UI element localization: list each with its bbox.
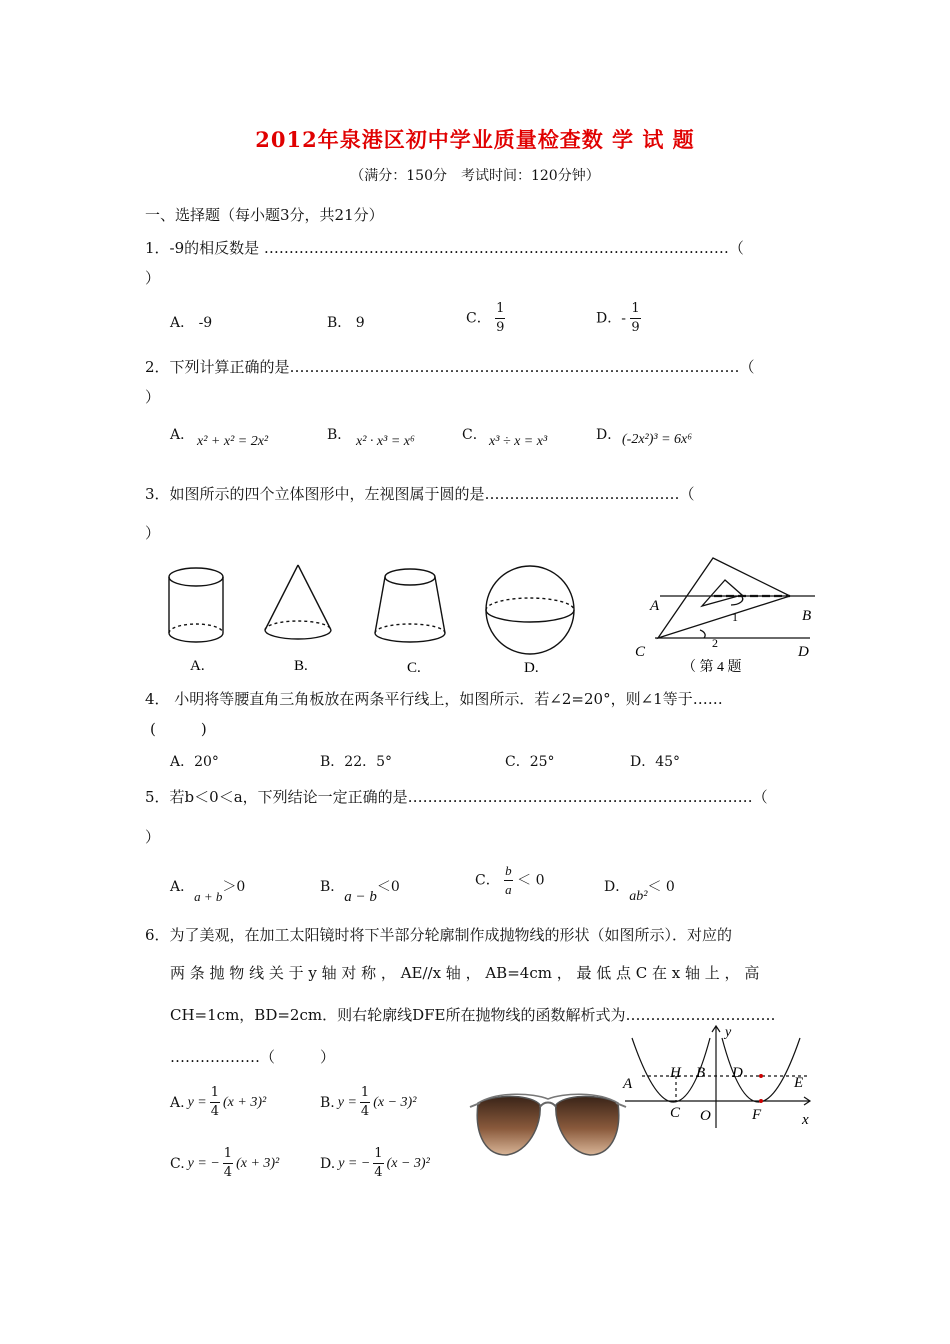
question-4-stem: 4． 小明将等腰直角三角板放在两条平行线上，如图所示．若∠2=20°，则∠1等于…… bbox=[145, 690, 723, 708]
label-x: x bbox=[802, 1112, 809, 1128]
label-b: B bbox=[696, 1065, 706, 1081]
label-c: C bbox=[670, 1105, 681, 1121]
point-d: D bbox=[798, 644, 809, 660]
label-h: H bbox=[670, 1065, 681, 1081]
q6-parabola-figure bbox=[620, 1020, 820, 1130]
q2-option-c-label: C． bbox=[462, 427, 487, 443]
q1-d-fraction: $\frac{1}{9}$ bbox=[631, 301, 640, 335]
q3-label-a: A. bbox=[190, 658, 205, 674]
question-6-line-1: 6．为了美观，在加工太阳镜时将下半部分轮廓制作成抛物线的形状（如图所示）．对应的 bbox=[145, 926, 733, 944]
q1-c-fraction: $\frac{1}{9}$ bbox=[496, 301, 505, 335]
label-e: E bbox=[794, 1075, 804, 1091]
q3-label-b: B. bbox=[294, 658, 308, 674]
q6-option-d: D. y = − $\frac{1}{4}$ (x − 3)² bbox=[320, 1146, 430, 1180]
q4-option-a: A．20° bbox=[170, 754, 219, 770]
triangle-ruler bbox=[658, 558, 790, 638]
q2-option-b-expr: x² · x³ = x⁶ bbox=[356, 434, 415, 449]
q5-option-c: C． $\frac{b}{a}$ ＜ 0 bbox=[475, 863, 545, 897]
sphere-shape bbox=[486, 566, 574, 654]
q2-option-d-label: D． bbox=[596, 427, 622, 443]
q4-option-c: C．25° bbox=[505, 754, 555, 770]
angle-1: 1 bbox=[732, 610, 738, 624]
cone-shape bbox=[265, 565, 331, 639]
q1-option-c: C． $\frac{1}{9}$ bbox=[466, 301, 505, 335]
q4-option-b: B．22．5° bbox=[320, 754, 393, 770]
q2-option-a-expr: x² + x² = 2x² bbox=[197, 434, 269, 449]
point-c: C bbox=[635, 644, 646, 660]
q3-label-c: C. bbox=[407, 660, 421, 676]
question-2-close: ） bbox=[145, 388, 161, 406]
q6-option-c: C. y = − $\frac{1}{4}$ (x + 3)² bbox=[170, 1146, 280, 1180]
q5-option-b: B．a − b＜0 bbox=[320, 879, 400, 905]
page-title: 2012年泉港区初中学业质量检查数 学 试 题 bbox=[255, 127, 695, 152]
q6-option-b: B. y = $\frac{1}{4}$ (x − 3)² bbox=[320, 1085, 417, 1119]
label-y: y bbox=[725, 1025, 732, 1040]
q6-option-a: A. y = $\frac{1}{4}$ (x + 3)² bbox=[170, 1085, 267, 1119]
label-f: F bbox=[752, 1107, 762, 1123]
label-o: O bbox=[700, 1108, 711, 1124]
label-a: A bbox=[623, 1076, 633, 1092]
q4-figure bbox=[630, 550, 825, 680]
question-6-line-3: CH=1cm，BD=2cm．则右轮廓线DFE所在抛物线的函数解析式为………………………… bbox=[170, 1006, 776, 1024]
question-5-close: ） bbox=[145, 828, 161, 846]
question-6-line-4: ………………（ ） bbox=[170, 1048, 336, 1066]
q5-option-a: A．a + b＞0 bbox=[170, 879, 246, 904]
label-d: D bbox=[732, 1065, 743, 1081]
q4-option-d: D．45° bbox=[630, 754, 681, 770]
q2-option-a-label: A． bbox=[170, 427, 195, 443]
q5-c-fraction: $\frac{b}{a}$ bbox=[505, 863, 512, 897]
cylinder-shape bbox=[169, 568, 223, 642]
q3-label-d: D. bbox=[524, 660, 539, 676]
q3-solids-figure bbox=[150, 555, 590, 680]
sunglasses-image bbox=[468, 1085, 628, 1165]
q5-option-d: D．ab²＜ 0 bbox=[604, 879, 675, 904]
point-a: A bbox=[650, 598, 660, 614]
question-5-stem: 5．若b＜0＜a，下列结论一定正确的是……………………………………………………………（ bbox=[145, 788, 768, 806]
question-4-paren: ( ) bbox=[150, 720, 207, 738]
figure-4-caption: （ 第 4 题 bbox=[682, 660, 742, 675]
question-1-stem: 1．-9的相反数是 …………………………………………………………………………………（ bbox=[145, 239, 744, 257]
exam-info: （满分：150分 考试时间：120分钟） bbox=[350, 168, 600, 184]
frustum-shape bbox=[375, 569, 445, 642]
question-6-line-2: 两 条 抛 物 线 关 于 y 轴 对 称 ， AE//x 轴 ， AB=4cm ， 最 低 点 C 在 x 轴 上 ， 高 bbox=[170, 964, 760, 982]
question-3-close: ） bbox=[145, 524, 161, 542]
q2-option-c-expr: x³ ÷ x = x³ bbox=[489, 434, 548, 449]
angle-2: 2 bbox=[712, 636, 718, 650]
question-1-close: ） bbox=[145, 269, 161, 287]
q2-option-b-label: B． bbox=[327, 427, 352, 443]
point-b: B bbox=[802, 608, 812, 624]
section-heading: 一、选择题（每小题3分，共21分） bbox=[145, 206, 384, 224]
question-3-stem: 3．如图所示的四个立体图形中，左视图属于圆的是…………………………………（ bbox=[145, 485, 695, 503]
q1-option-d: D．- $\frac{1}{9}$ bbox=[596, 301, 640, 335]
question-2-stem: 2．下列计算正确的是………………………………………………………………………………（ bbox=[145, 358, 755, 376]
q1-option-a: A． -9 bbox=[170, 315, 213, 331]
q1-option-b: B． 9 bbox=[327, 315, 365, 331]
q2-option-d-expr: (-2x²)³ = 6x⁶ bbox=[622, 432, 693, 447]
